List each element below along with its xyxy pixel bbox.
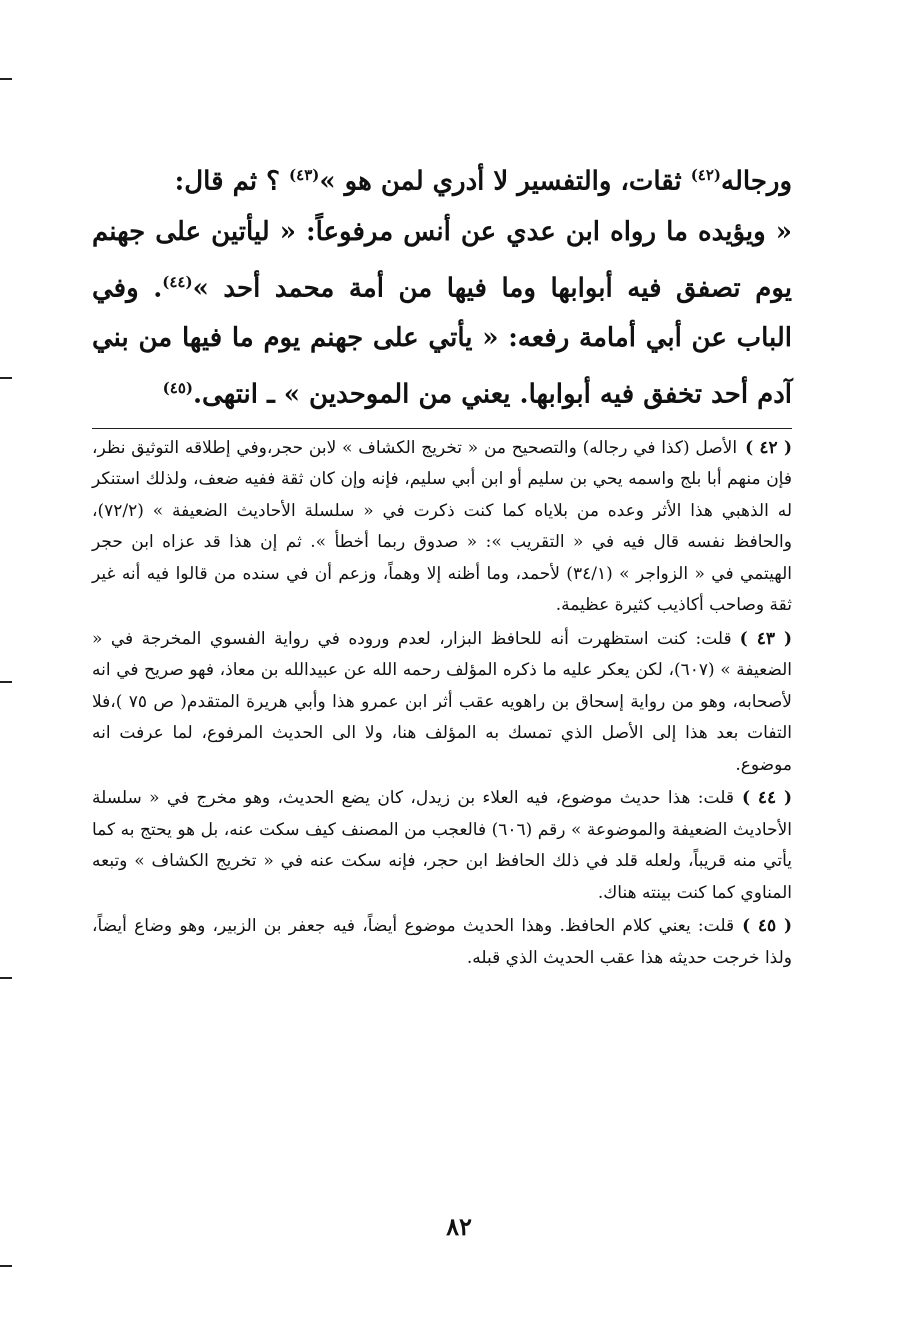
edge-mark <box>0 1265 12 1267</box>
edge-mark <box>0 681 12 683</box>
footnote-44 <box>92 783 792 909</box>
text-run: ؟ ثم قال: <box>174 166 280 197</box>
footnote-45 <box>92 911 792 974</box>
footnote-text: الأصل (كذا في رجاله) والتصحيح من « تخريج الكشاف » لابن حجر،وفي إطلاقه التوثيق نظر، فإن منهم أبا بلج واسمه يحي بن سليم أو ابن أبي سليم، فإنه وإن كان ثقة ففيه ضعف، ولذلك استنكر له الذهبي هذا الأثر وعده من بلاياه كما كنت ذكرت في « سلسلة الأحاديث الضعيفة » (٧٢/٢)، والحافظ نفسه قال فيه في « التقريب »: « صدوق ربما أخطأ ». ثم إن هذا قد عزاه ابن حجر الهيتمي في « الزواجر » (٣٤/١) لأحمد، وما أظنه إلا وهماً، وزعم أن في سنده من قالوا فيه أنه غير ثقة وصاحب أكاذيب كثيرة عظيمة. <box>92 437 792 616</box>
footnote-text: قلت: كنت استظهرت أنه للحافظ البزار، لعدم وروده في رواية الفسوي المخرجة في « الضعيفة » (٦٠٧)، لكن يعكر عليه ما ذكره المؤلف رحمه الله عن عبيدالله بن معاذ، فهو صريح في انه لأصحابه، وهو من رواية إسحاق بن راهويه عقب أثر ابن عمرو هذا وأبي هريرة المتقدم( ص ٧٥ )،فلا التفات بعد هذا إلى الأصل الذي تمسك به المؤلف هنا، ولا الى الحديث المرفوع، لما عرفت انه موضوع. <box>92 628 792 775</box>
main-paragraph-2 <box>92 207 792 420</box>
main-text <box>92 150 792 420</box>
footnote-number: ( ٤٤ ) <box>741 788 792 809</box>
footnote-ref-42: (٤٢) <box>690 166 722 184</box>
text-run: ثقات، والتفسير لا أدري لمن هو » <box>319 166 691 197</box>
footnote-number: ( ٤٣ ) <box>739 628 792 649</box>
footnote-ref-43: (٤٣) <box>289 166 320 184</box>
footnote-42 <box>92 433 792 622</box>
footnote-43 <box>92 624 792 782</box>
footnote-text: قلت: يعني كلام الحافظ. وهذا الحديث موضوع أيضاً، فيه جعفر بن الزبير، وهو وضاع أيضاً، ولذا خرجت حديثه هذا عقب الحديث الذي قبله. <box>92 916 792 968</box>
footnote-number: ( ٤٢ ) <box>745 437 793 458</box>
footnote-number: ( ٤٥ ) <box>742 916 792 937</box>
footnotes <box>92 433 792 975</box>
edge-mark <box>0 977 12 979</box>
text-run: ورجاله <box>721 166 792 197</box>
page-body <box>92 150 792 976</box>
footnote-ref-44: (٤٤) <box>162 272 193 291</box>
footnote-text: قلت: هذا حديث موضوع، فيه العلاء بن زيدل، كان يضع الحديث، وهو مخرج في « سلسلة الأحاديث الضعيفة والموضوعة » رقم (٦٠٦) فالعجب من المصنف كيف سكت عنه، بل هو يحتج به كما يأتي منه قريباً، ولعله قلد في ذلك الحافظ ابن حجر، فإنه سكت عنه في « تخريج الكشاف » وتبعه المناوي كما كنت بينته هناك. <box>92 788 792 903</box>
edge-mark <box>0 377 12 379</box>
edge-mark <box>0 78 12 80</box>
main-line-1 <box>92 150 792 207</box>
text-run: . وفي الباب عن أبي أمامة رفعه: « يأتي على جهنم يوم ما فيها من بني آدم أحد تخفق فيه أبوابها. يعني من الموحدين » ـ انتهى. <box>92 273 792 410</box>
text-run: « ويؤيده ما رواه ابن عدي عن أنس مرفوعاً: « ليأتين على جهنم يوم تصفق فيه أبوابها وما فيها من أمة محمد أحد » <box>92 216 792 304</box>
footnote-separator <box>92 428 792 429</box>
page-number: ٨٢ <box>446 1212 472 1241</box>
footnote-ref-45: (٤٥) <box>162 379 193 398</box>
